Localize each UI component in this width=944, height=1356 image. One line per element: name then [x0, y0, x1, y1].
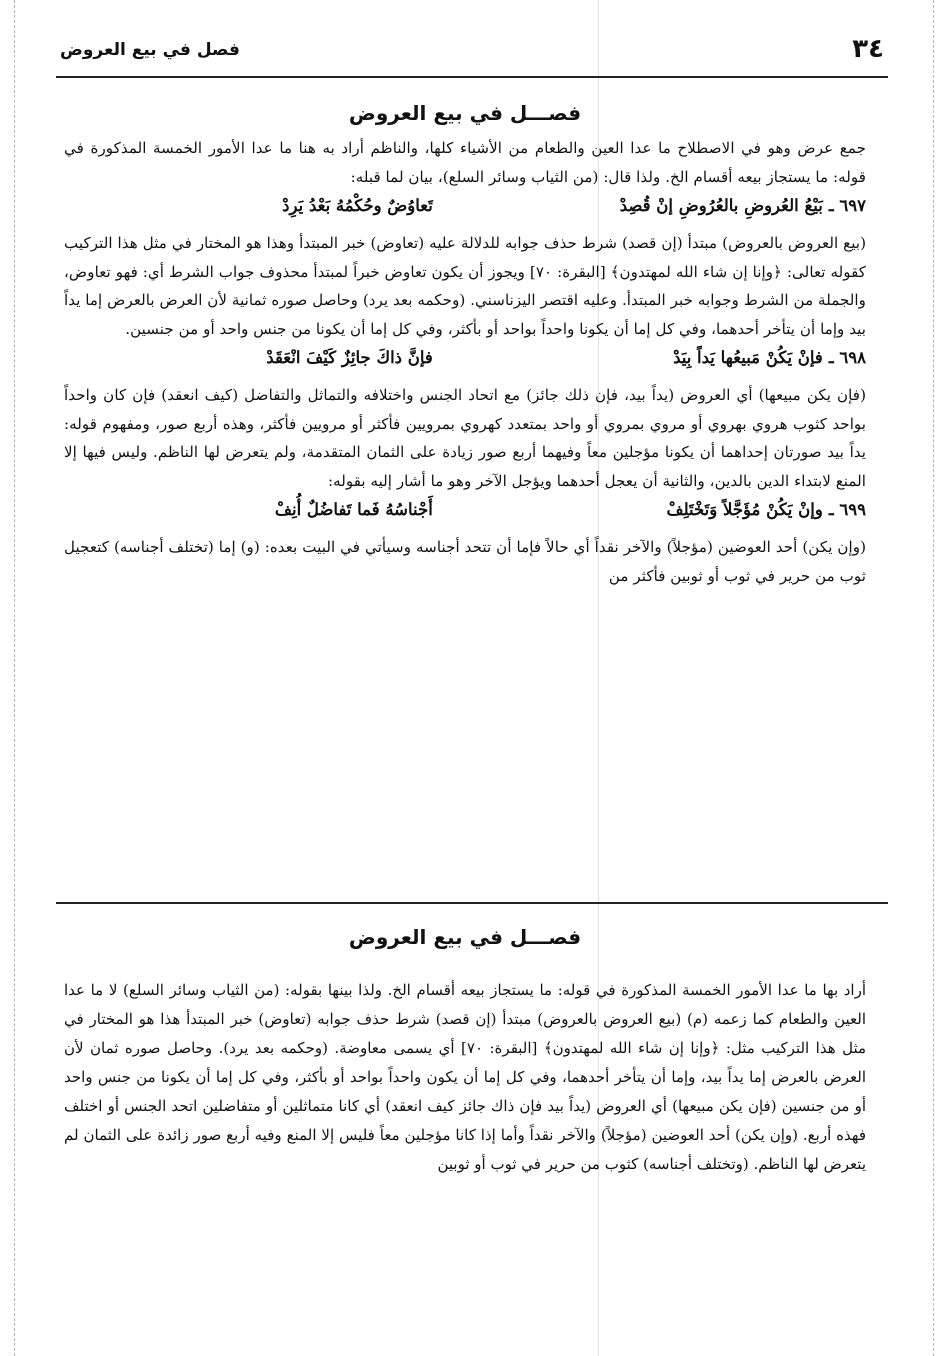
- section-title: فصـــل في بيع العروض: [348, 101, 582, 125]
- running-head: فصل في بيع العروض: [60, 40, 240, 60]
- section-title: فصـــل في بيع العروض: [348, 925, 582, 949]
- verse-second-hemistich: تَعاوُضٌ وحُكْمُهُ بَعْدُ يَرِدْ: [282, 196, 433, 215]
- commentary-paragraph: (وإن يكن) أحد العوضين (مؤجلاً) والآخر نقداً أي حالاً فإما أن تتحد أجناسه وسيأتي في البيت بعده: (و) إما (تختلف أجناسه) كتعجيل ثوب من حرير في ثوب أو ثوبين فأكثر من: [64, 538, 866, 585]
- verse-second-hemistich: فإنَّ ذاكَ جائِزٌ كَيْفَ انْعَقَدْ: [266, 348, 433, 367]
- verse-number: ٦٩٨ ـ: [828, 348, 866, 367]
- commentary-paragraph: (فإن يكن مبيعها) أي العروض (يداً بيد، فإن ذلك جائز) مع اتحاد الجنس واختلافه والتماثل والتفاضل (كيف انعقد) فإن كان واحداً بواحد كثوب هروي بهروي أو مروي بمروي أو واحد بمتعدد كهروي بمرويين فأكثر أو مرويين فأكثر، وهذه أربع صور، ومفهوم قوله: يداً بيد صورتان إحداهما أن يكونا مؤجلين معاً وفيهما أربع صور زيادة على الثمان المتقدمة، ولم يتعرض لها الناظم. وليس فيها إلا المنع لابتداء الدين بالدين، والثانية أن يعجل أحدهما ويؤجل الآخر وهو ما أشار إليه بقوله:: [64, 386, 866, 490]
- second-commentary-section: [64, 920, 866, 1179]
- header-rule: [56, 76, 888, 78]
- verse-number: ٦٩٧ ـ: [828, 196, 866, 215]
- verse-first-hemistich: فإنْ يَكُنْ مَبيعُها يَداً بِيَدْ: [673, 348, 823, 367]
- verse-line: [64, 191, 866, 229]
- commentary-paragraph: (بيع العروض بالعروض) مبتدأ (إن قصد) شرط حذف جوابه للدلالة عليه (تعاوض) خبر المبتدأ وهذا هو المختار في مثل هذا التركيب كقوله تعالى: ﴿وإنا إن شاء الله لمهتدون﴾ [البقرة: ٧٠] ويجوز أن يكون تعاوض خبراً لمبتدأ محذوف جواب الشرط أي: فهو تعاوض، والجملة من الشرط وجوابه خبر المبتدأ. وعليه اقتصر اليزناسني. (وحكمه بعد يرد) وحاصل صوره ثمانية لأن العرض بالعرض إما يداً بيد وإما أن يتأخر أحدهما، وفي كل إما أن يكونا واحداً بواحد أو بأكثر، وفي كل إما أن يكونا من جنس واحد أو من جنسين.: [64, 234, 866, 338]
- verse-first-hemistich: وإنْ يَكُنْ مُؤَجَّلاً وَتَخْتَلِفْ: [666, 500, 823, 519]
- verse-first-hemistich: بَيْعُ العُروضِ بالعُرُوضِ إنْ قُصِدْ: [619, 196, 823, 215]
- commentary-section: [64, 96, 866, 590]
- verse-second-hemistich: أَجْناسُهُ فَما تَفاضُلٌ أُنِفْ: [274, 500, 433, 519]
- commentary-paragraph: جمع عرض وهو في الاصطلاح ما عدا العين والطعام من الأشياء كلها، والناظم أراد به هنا ما عدا الأمور الخمسة المذكورة في قوله: ما يستجاز بيعه أقسام الخ. ولذا قال: (من الثياب وسائر السلع)، بيان لما قبله:: [64, 139, 866, 186]
- page-number: ٣٤: [852, 34, 884, 64]
- page-header: [60, 32, 884, 76]
- verse-line: [64, 495, 866, 533]
- verse-line: [64, 343, 866, 381]
- verse-number: ٦٩٩ ـ: [828, 500, 866, 519]
- section-divider: [56, 902, 888, 904]
- commentary-paragraph: أراد بها ما عدا الأمور الخمسة المذكورة في قوله: ما يستجاز بيعه أقسام الخ. ولذا بينها بقوله: (من الثياب وسائر السلع) لا ما عدا العين والطعام كما زعمه (م) (بيع العروض بالعروض) مبتدأ (إن قصد) شرط حذف جوابه (تعاوض) خبر المبتدأ هذا هو المختار في مثل هذا التركيب مثل: ﴿وإنا إن شاء الله لمهتدون﴾ [البقرة: ٧٠] أي يسمى معاوضة. (وحكمه بعد يرد). وحاصل صوره ثمان لأن العرض بالعرض إما يداً بيد، وإما أن يتأخر أحدهما، وفي كل إما أن يكون واحداً بواحد أو بأكثر، وفي كل إما أن يكونا من جنس واحد أو من جنسين (فإن يكن مبيعها) أي العروض (يداً بيد فإن ذاك جائز كيف انعقد) أي كانا متماثلين أو متفاضلين اتحد الجنس أو اختلف فهذه أربع. (وإن يكن) أحد العوضين (مؤجلاً) والآخر نقداً وأما إذا كانا مؤجلين معاً فليس إلا المنع وفيه أربع صور زائدة على الثمان لم يتعرض لها الناظم. (وتختلف أجناسه) كثوب من حرير في ثوب أو ثوبين: [64, 981, 867, 1173]
